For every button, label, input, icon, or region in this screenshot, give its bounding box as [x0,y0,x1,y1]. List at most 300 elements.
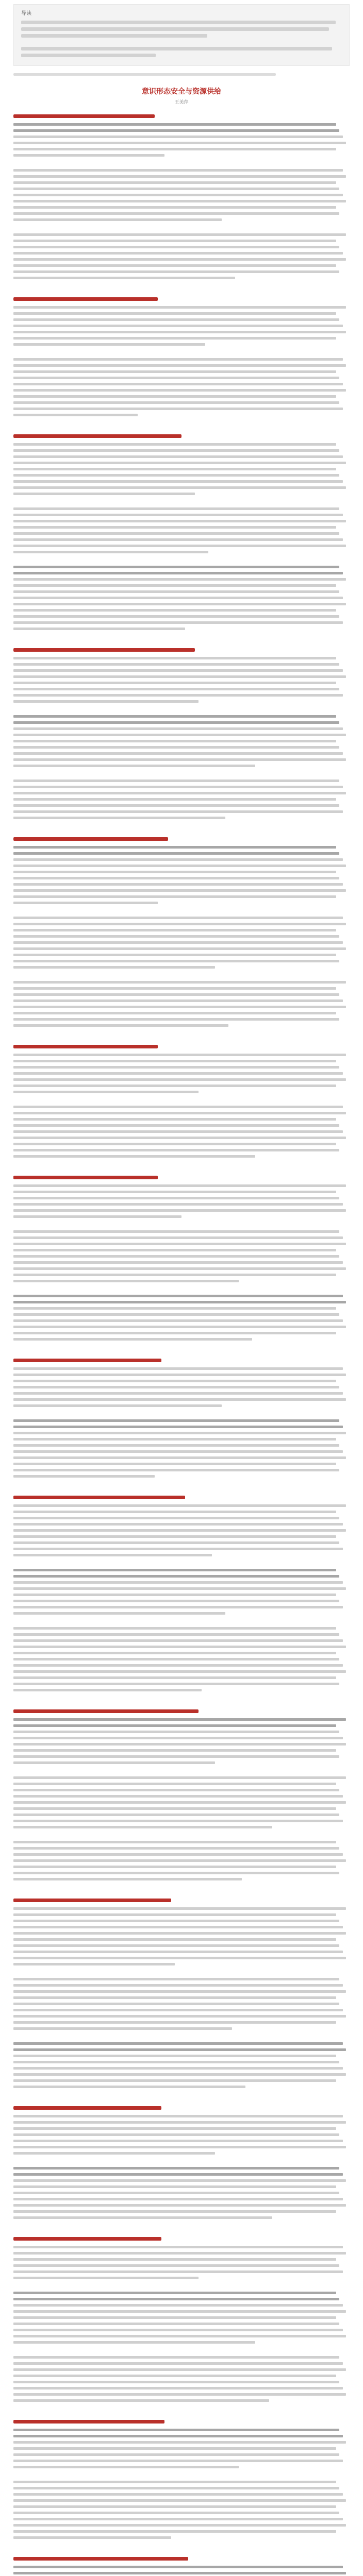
paragraph-line [13,1149,339,1151]
paragraph-line [13,1203,343,1206]
paragraph-gap [13,1161,350,1166]
paragraph-line [13,2512,339,2514]
paragraph-line [13,935,339,938]
paragraph-line [13,2566,343,2568]
paragraph-gap [13,225,350,230]
paragraph-line [13,1404,222,1407]
article-title: 意识形态安全与资源供给 [142,88,221,96]
paragraph-line [13,337,336,340]
paragraph-line [13,1249,336,1251]
paragraph-line [13,810,343,813]
paragraph-line [13,1951,343,1953]
paragraph-line [13,2399,269,2402]
paragraph-line [13,1907,346,1910]
paragraph-line [13,1569,336,1571]
section-heading [13,434,350,438]
paragraph-line [13,1783,336,1785]
paragraph-line [13,1215,182,1218]
paragraph-line [13,277,235,279]
paragraph-line [13,2073,346,2076]
paragraph-line [13,358,343,361]
paragraph-line [13,1600,339,1602]
paragraph-line [13,252,343,255]
paragraph-line [13,2146,346,2148]
paragraph-line [13,858,343,861]
paragraph-line [13,520,346,522]
paragraph-line [13,1554,212,1556]
paragraph-line [13,1963,175,1965]
paragraph-line [13,1398,346,1401]
paragraph-line [13,545,346,547]
paragraph-line [13,1731,339,1733]
paragraph-line [13,2121,346,2124]
paragraph-line [13,2572,346,2574]
paragraph-line [13,2127,336,2130]
paragraph-line [13,1575,339,1578]
paragraph-line [13,2356,339,2359]
section-heading [13,2557,350,2561]
paragraph-line [13,1450,343,1453]
paragraph-line [13,2264,339,2267]
section-heading-bar [13,434,182,438]
paragraph-line [13,312,336,315]
paragraph-line [13,2204,346,2207]
paragraph-line [13,507,339,510]
paragraph-gap [13,2158,350,2163]
paragraph-line [13,721,339,724]
paragraph-line [13,2466,239,2468]
paragraph-line [13,1338,252,1341]
intro-box [13,4,350,66]
paragraph-line [13,414,138,416]
paragraph-line [13,2323,339,2325]
paragraph-line [13,2133,339,2136]
paragraph-line [13,169,343,172]
paragraph-line [13,1236,343,1239]
paragraph-line [13,2518,343,2520]
paragraph-line [13,917,343,919]
paragraph-line [13,1438,336,1440]
paragraph-line [13,370,336,373]
paragraph-line [13,1581,343,1584]
paragraph-line [13,1535,336,1538]
paragraph-line [13,462,346,464]
paragraph-line [13,999,343,1002]
paragraph-gap [13,2283,350,2288]
paragraph-line [13,1313,339,1316]
paragraph-line [13,2316,336,2319]
paragraph-line [13,188,339,190]
section-heading-bar [13,2106,161,2110]
paragraph-gap [13,1832,350,1837]
section-heading [13,1359,350,1362]
paragraph-line [13,987,336,990]
paragraph-line [13,2530,336,2533]
paragraph-line [13,1267,346,1270]
paragraph-line [13,2270,343,2273]
paragraph-line [13,2460,343,2462]
paragraph-line [13,154,164,157]
paragraph-line [13,1670,346,1673]
article-body [13,114,350,2576]
paragraph-line [13,1255,339,1258]
paragraph-line [13,480,343,483]
paragraph-line [13,2167,339,2170]
paragraph-gap [13,2092,350,2097]
paragraph-line [13,194,343,196]
paragraph-line [13,871,336,873]
paragraph-line [13,1475,155,1478]
paragraph-line [13,258,346,261]
article-author: 王美萍 [174,100,189,105]
paragraph-line [13,1639,343,1642]
paragraph-line [13,2499,346,2502]
paragraph-line [13,1209,346,1212]
paragraph-line [13,902,158,904]
paragraph-line [13,1130,343,1133]
paragraph-line [13,2487,339,2489]
paragraph-line [13,2362,343,2365]
paragraph-line [13,2086,245,2088]
paragraph-line [13,889,346,892]
paragraph-line [13,1392,343,1395]
paragraph-line [13,584,336,587]
paragraph-line [13,2152,215,2155]
paragraph-line [13,1326,346,1328]
paragraph-line [13,929,336,931]
paragraph-line [13,306,346,309]
paragraph-line [13,621,343,624]
paragraph-line [13,966,215,969]
paragraph-line [13,1184,346,1187]
section-heading [13,114,350,118]
paragraph-gap [13,1411,350,1416]
paragraph-line [13,2079,336,2082]
paragraph-line [13,129,339,132]
paragraph-line [13,1066,339,1069]
paragraph-line [13,2173,343,2176]
paragraph-gap [13,1884,350,1889]
paragraph-line [13,2277,199,2279]
paragraph-gap [13,706,350,711]
paragraph-line [13,1724,336,1727]
paragraph-line [13,954,336,956]
paragraph-line [13,212,339,215]
paragraph-line [13,233,346,236]
paragraph-line [13,682,336,684]
paragraph-line [13,532,339,535]
paragraph-gap [13,908,350,913]
paragraph-line [13,1084,336,1087]
paragraph-line [13,1984,343,1987]
paragraph-line [13,2335,346,2337]
paragraph-line [13,1112,346,1114]
paragraph-line [13,1676,336,1679]
paragraph-line [13,1380,336,1382]
paragraph-line [13,401,339,404]
paragraph-line [13,1332,336,1334]
paragraph-line [13,817,225,819]
paragraph-line [13,474,339,477]
paragraph-gap [13,283,350,288]
paragraph-line [13,1106,343,1108]
paragraph-line [13,2341,255,2344]
section-heading [13,1496,350,1499]
paragraph-line [13,2067,343,2070]
paragraph-line [13,331,346,333]
paragraph-line [13,2140,343,2142]
paragraph-line [13,2198,343,2200]
paragraph-line [13,715,336,718]
paragraph-line [13,1658,339,1660]
paragraph-line [13,1587,346,1590]
paragraph-line [13,572,343,574]
paragraph-line [13,1243,346,1245]
paragraph-line [13,1866,336,1868]
paragraph-line [13,1926,343,1928]
paragraph-line [13,1755,339,1758]
paragraph-gap [13,1344,350,1349]
paragraph-gap [13,823,350,828]
paragraph-line [13,318,339,321]
section-heading [13,1176,350,1179]
paragraph-gap [13,160,350,165]
paragraph-line [13,264,336,267]
paragraph-line [13,609,336,612]
paragraph-line [13,443,336,446]
paragraph-line [13,206,336,209]
section-heading-bar [13,1709,199,1713]
paragraph-line [13,2441,346,2444]
paragraph-line [13,798,336,801]
paragraph-line [13,2003,339,2005]
paragraph-line [13,2021,336,2024]
paragraph-line [13,758,346,761]
paragraph-line [13,1295,343,1297]
paragraph-line [13,1124,339,1127]
paragraph-line [13,514,343,516]
paragraph-line [13,2179,346,2182]
paragraph-line [13,2055,336,2057]
paragraph-line [13,1155,255,1158]
paragraph-line [13,1280,239,1282]
paragraph-line [13,364,346,367]
paragraph-line [13,2015,346,2018]
paragraph-line [13,2393,346,2396]
intro-text-line [21,47,332,50]
paragraph-line [13,688,339,690]
paragraph-line [13,1633,339,1636]
section-heading [13,1899,350,1902]
paragraph-line [13,734,346,736]
paragraph-line [13,1627,336,1630]
paragraph-line [13,200,346,202]
paragraph-line [13,493,195,495]
paragraph-line [13,628,185,630]
section-heading [13,2106,350,2110]
paragraph-line [13,877,339,879]
section-heading [13,1045,350,1048]
section-heading [13,2420,350,2424]
paragraph-line [13,1463,336,1465]
paragraph-line [13,218,222,221]
paragraph-line [13,2246,343,2248]
paragraph-line [13,1944,339,1947]
paragraph-line [13,1749,336,1752]
paragraph-line [13,2329,343,2331]
section-heading-bar [13,2420,164,2424]
paragraph-line [13,1743,346,1745]
paragraph-line [13,981,346,984]
paragraph-line [13,468,336,470]
paragraph-line [13,383,343,385]
paragraph-line [13,883,343,886]
paragraph-line [13,669,343,672]
paragraph-line [13,1191,336,1193]
paragraph-line [13,657,336,659]
paragraph-line [13,1374,346,1376]
paragraph-line [13,1957,346,1959]
paragraph-gap [13,1030,350,1036]
paragraph-line [13,2216,272,2219]
paragraph-line [13,1230,339,1233]
paragraph-line [13,2027,232,2030]
section-heading-bar [13,1045,158,1048]
paragraph-line [13,1807,336,1810]
paragraph-line [13,694,343,697]
paragraph-line [13,1996,336,1999]
paragraph-line [13,1529,346,1532]
paragraph-line [13,2505,336,2508]
paragraph-line [13,700,199,703]
paragraph-line [13,2368,346,2371]
paragraph-line [13,2429,339,2431]
paragraph-line [13,740,336,742]
section-heading-bar [13,2237,161,2241]
paragraph-line [13,270,339,273]
paragraph-line [13,2524,346,2527]
paragraph-line [13,1932,346,1935]
section-heading-bar [13,1359,161,1362]
paragraph-line [13,1274,336,1276]
paragraph-gap [13,1286,350,1291]
paragraph-line [13,603,346,605]
paragraph-line [13,1652,336,1654]
paragraph-line [13,1737,343,1739]
intro-text-line [21,54,156,57]
paragraph-line [13,1689,202,1691]
paragraph-line [13,2381,339,2383]
paragraph-line [13,551,208,553]
paragraph-line [13,2192,339,2194]
paragraph-line [13,2042,343,2045]
paragraph-gap [13,2472,350,2477]
paragraph-line [13,1523,343,1526]
section-heading [13,648,350,652]
paragraph-line [13,1795,343,1798]
intro-text-line [21,21,336,24]
paragraph-line [13,2447,336,2450]
paragraph-line [13,2493,343,2496]
paragraph-line [13,1814,339,1816]
paragraph-line [13,1024,228,1027]
paragraph-line [13,2481,336,2483]
paragraph-line [13,1841,336,1843]
paragraph-line [13,455,343,458]
paragraph-line [13,1456,346,1459]
paragraph-line [13,1683,339,1685]
paragraph-line [13,2375,336,2377]
paragraph-line [13,804,339,807]
paragraph-line [13,2115,343,2117]
paragraph-line [13,947,346,950]
paragraph-line [13,1978,339,1980]
paragraph-gap [13,2405,350,2411]
section-heading-bar [13,114,155,118]
paragraph-line [13,1319,343,1322]
paragraph-line [13,1938,336,1941]
paragraph-line [13,1826,272,1828]
section-heading-bar [13,648,195,652]
paragraph-line [13,1859,346,1862]
paragraph-line [13,1646,346,1648]
paragraph-line [13,746,339,749]
paragraph-line [13,779,339,782]
paragraph-line [13,1612,225,1615]
section-heading-bar [13,1899,171,1902]
paragraph-line [13,1078,346,1081]
section-heading-bar [13,1176,158,1179]
paragraph-line [13,2298,339,2300]
paragraph-line [13,2304,343,2307]
paragraph-line [13,1878,242,1880]
paragraph-line [13,1504,346,1507]
paragraph-line [13,2387,343,2389]
paragraph-line [13,852,339,855]
paragraph-line [13,2061,339,2063]
paragraph-line [13,792,346,794]
paragraph-line [13,1594,336,1596]
paragraph-line [13,2258,336,2261]
paragraph-line [13,2210,336,2213]
paragraph-line [13,1761,215,1764]
paragraph-line [13,1018,339,1021]
paragraph-gap [13,1695,350,1700]
paragraph-line [13,395,336,398]
paragraph-line [13,846,336,849]
paragraph-line [13,1541,339,1544]
paragraph-line [13,727,343,730]
paragraph-line [13,2252,346,2255]
paragraph-line [13,2536,171,2539]
paragraph-gap [13,634,350,639]
paragraph-line [13,538,343,541]
paragraph-gap [13,2543,350,2548]
paragraph-line [13,993,339,996]
paragraph-line [13,1261,343,1264]
paragraph-line [13,1307,336,1310]
paragraph-line [13,1801,346,1804]
paragraph-line [13,1606,343,1608]
paragraph-line [13,246,339,248]
paragraph-line [13,960,339,962]
paragraph-line [13,181,336,184]
paragraph-line [13,675,346,678]
paragraph-line [13,1197,339,1199]
paragraph-line [13,752,343,755]
paragraph-line [13,1990,346,1993]
paragraph-line [13,590,339,593]
